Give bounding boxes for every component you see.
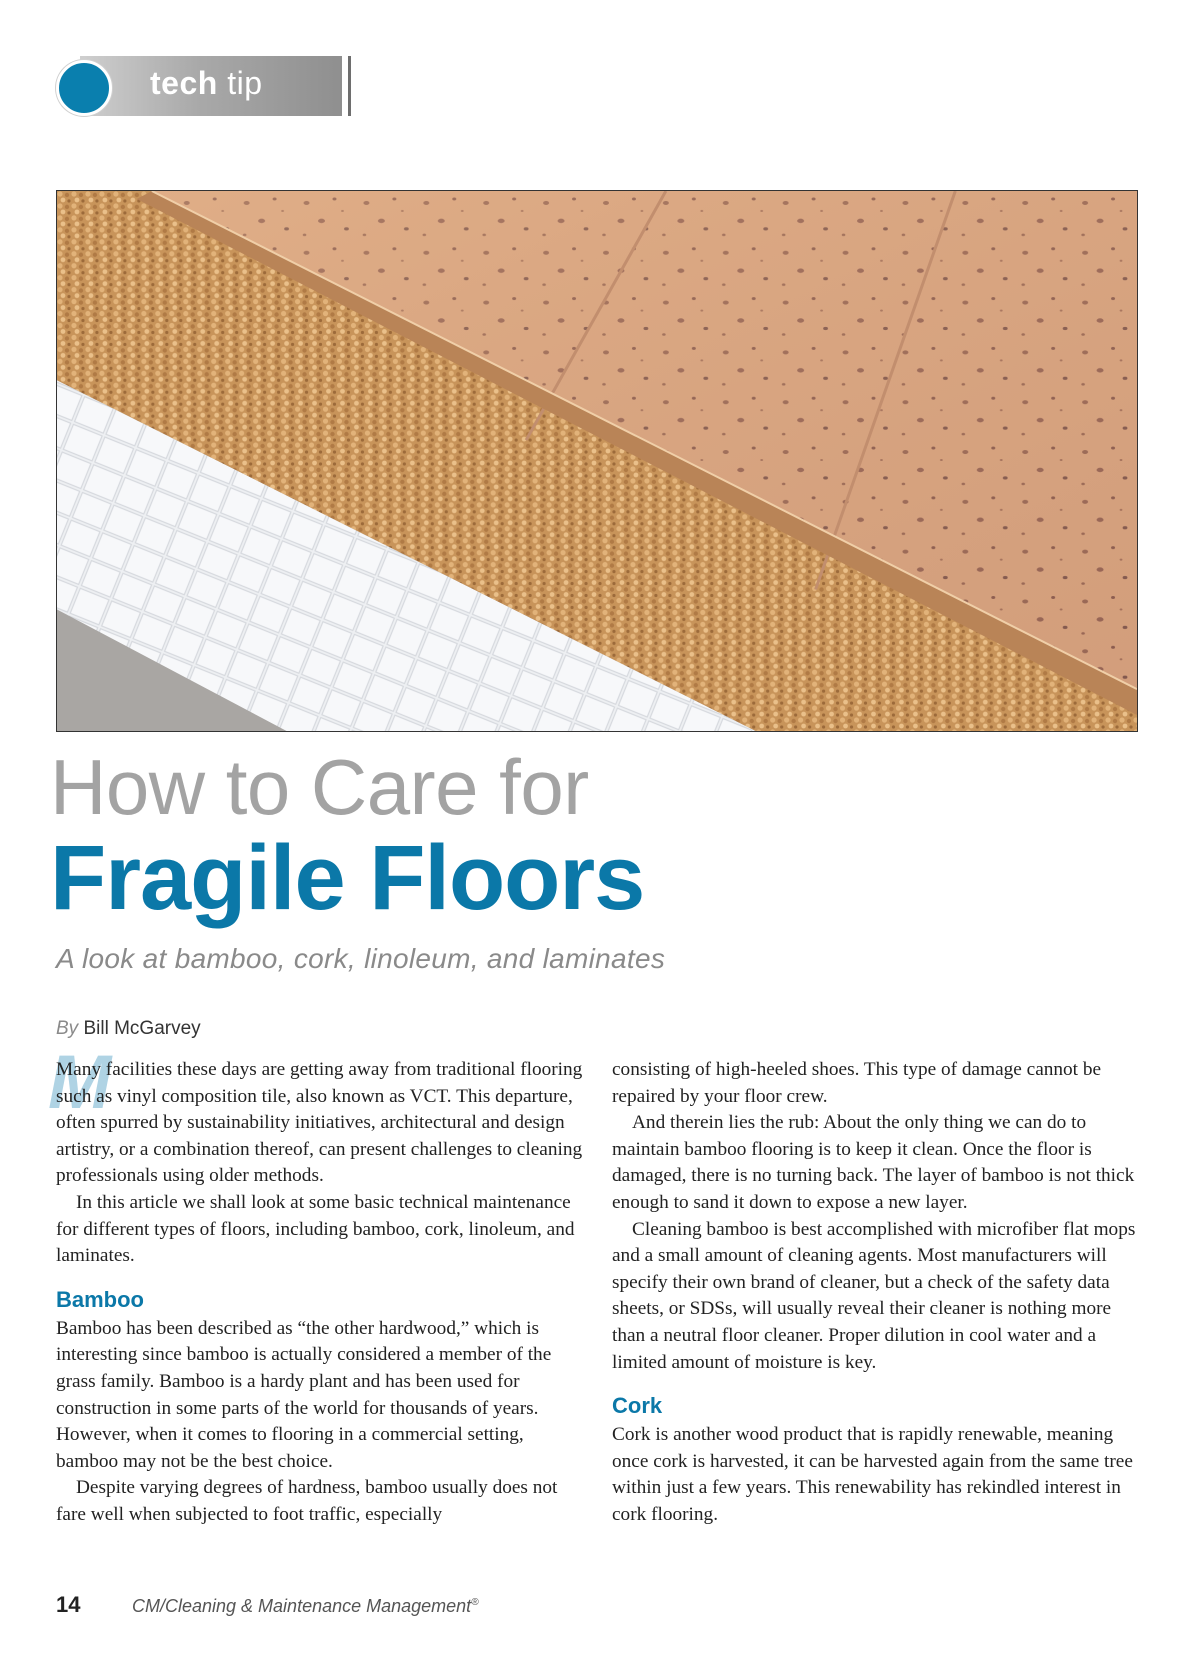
byline-prefix: By [56,1018,79,1039]
byline [56,1018,201,1040]
article-column-left [48,1040,586,1529]
bamboo-paragraph-2: Despite varying degrees of hardness, bamboo usually does not fare well when subjected to foot traffic, especially [56,1477,558,1525]
registered-mark: ® [471,1597,479,1608]
hero-photo [56,190,1138,732]
cork-paragraph-1: Cork is another wood product that is rapidly renewable, meaning once cork is harvested, it can be harvested again from the same tree within just a few years. This renewability has rekindled interest in cork flooring. [612,1424,1133,1525]
intro-paragraph-1: Many facilities these days are getting away from traditional flooring such as vinyl composition tile, also known as VCT. This departure, often spurred by sustainability initiatives, architectural and design artistry, or a combination thereof, can present challenges to cleaning professionals using older methods. [56,1059,583,1187]
intro-block [48,1040,586,1190]
section-heading-cork: Cork [612,1393,663,1419]
section-tag-circle-icon [56,60,112,116]
section-heading-bamboo: Bamboo [56,1286,144,1312]
section-tag [56,56,296,116]
publication-name [132,1596,479,1617]
intro-paragraph-2: In this article we shall look at some basic technical maintenance for different types of floors, including bamboo, cork, linoleum, and laminates. [56,1191,575,1267]
drop-cap: M [48,1040,112,1125]
bamboo-paragraph-5: Cleaning bamboo is best accomplished with microfiber flat mops and a small amount of cleaning agents. Most manufacturers will specify their own brand of cleaner, but a check of the safety data sheets, or SDSs, will usually reveal their cleaner is nothing more than a neutral floor cleaner. Proper dilution in cool water and a limited amount of moisture is key. [612,1218,1136,1373]
bamboo-paragraph-4: And therein lies the rub: About the only thing we can do to maintain bamboo flooring is to keep it clean. Once the floor is damaged, there is no turning back. The layer of bamboo is not thick enough to sand it down to expose a new layer. [612,1112,1135,1213]
section-tag-label [150,65,262,102]
section-tag-divider [348,56,351,116]
section-tag-light: tip [227,65,263,101]
headline-line-2: Fragile Floors [50,827,645,929]
headline-line-1: How to Care for [50,743,589,831]
page-number: 14 [56,1592,81,1617]
cork-floor-image [57,191,1137,731]
byline-author: Bill McGarvey [83,1018,201,1039]
article-column-right [612,1057,1142,1529]
publication-title: CM/Cleaning & Maintenance Management [132,1596,472,1616]
bamboo-paragraph-1: Bamboo has been described as “the other hardwood,” which is interesting since bamboo is actually considered a member of the grass family. Bamboo is a hardy plant and has been used for construction in some parts of the world for thousands of years. However, when it comes to flooring in a commercial setting, bamboo may not be the best choice. [56,1317,552,1472]
section-tag-bold: tech [150,65,218,101]
bamboo-paragraph-3: consisting of high-heeled shoes. This type of damage cannot be repaired by your floor crew. [612,1059,1102,1107]
subheadline: A look at bamboo, cork, linoleum, and laminates [56,943,666,974]
